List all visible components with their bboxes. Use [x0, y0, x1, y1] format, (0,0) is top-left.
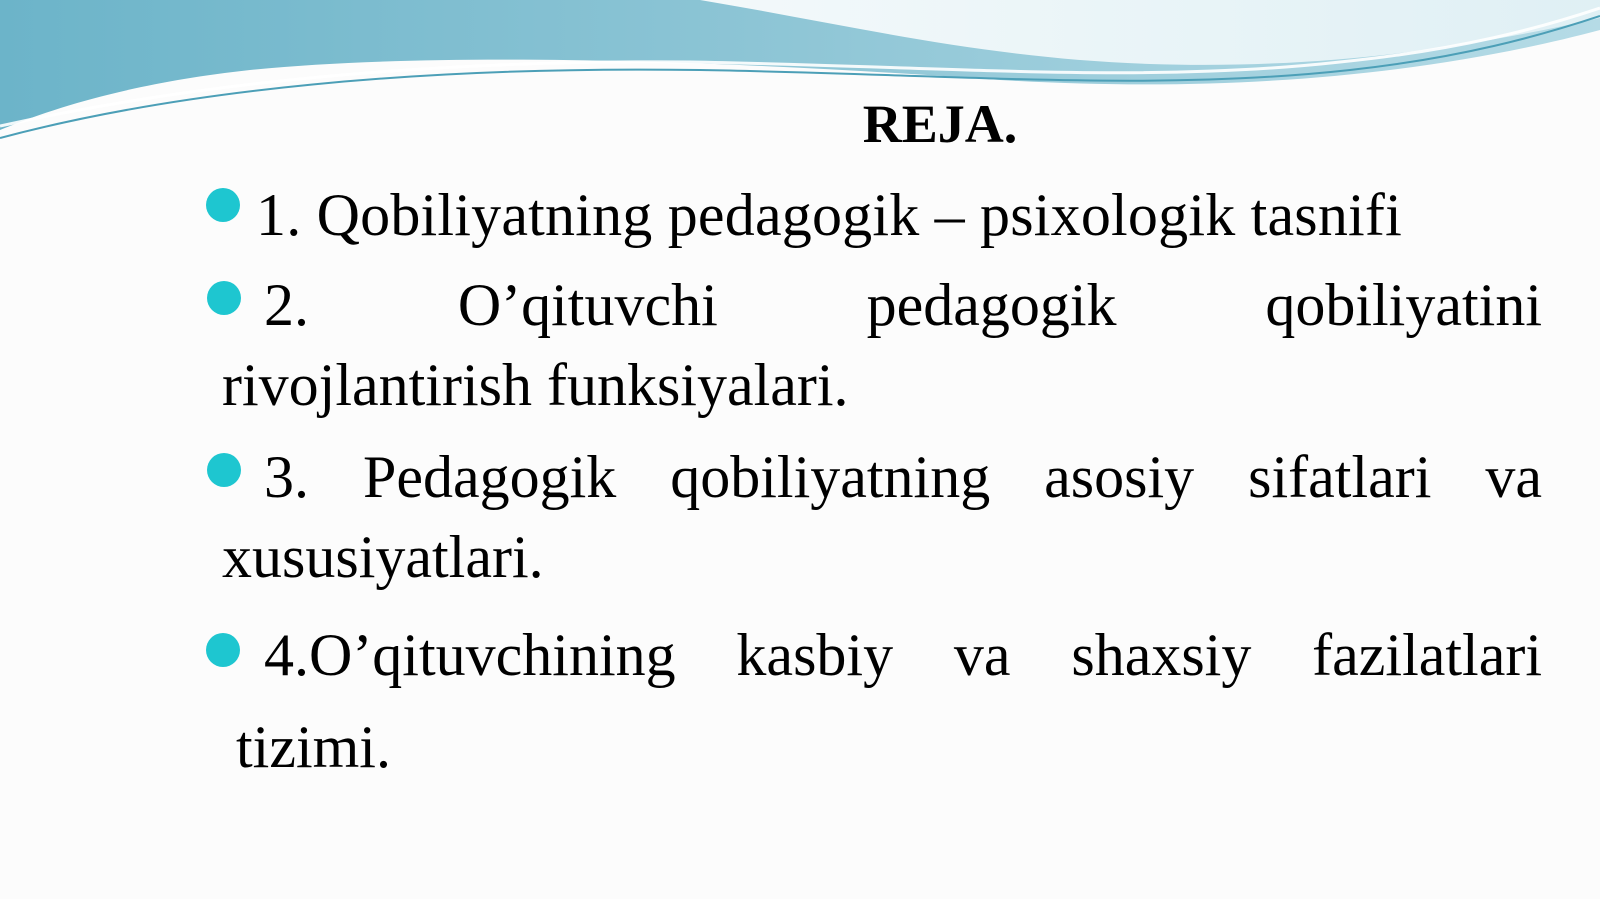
list-item	[222, 265, 1542, 425]
list-item-text-line1: 2. O’qituvchi pedagogik qobiliyatini	[264, 272, 1542, 338]
slide-title: REJA.	[862, 94, 1018, 154]
bullet-dot-icon	[206, 633, 240, 667]
list-item	[222, 615, 1542, 787]
title-area	[0, 0, 1600, 160]
list-item-text-line2: rivojlantirish funksiyalari.	[222, 352, 849, 418]
list-item	[222, 437, 1542, 597]
list-item-text-line1: 4.O’qituvchining kasbiy va shaxsiy fazilatlari	[264, 622, 1542, 688]
bullet-dot-icon	[207, 453, 241, 487]
list-item-text-line2: xususiyatlari.	[222, 524, 544, 590]
list-item-text-line2: tizimi.	[236, 714, 391, 780]
bullet-dot-icon	[207, 281, 241, 315]
list-item	[222, 175, 1542, 255]
list-item-text-line1: 3. Pedagogik qobiliyatning asosiy sifatlari va	[264, 444, 1542, 510]
list-item-text: 1. Qobiliyatning pedagogik – psixologik tasnifi	[256, 182, 1402, 248]
bullet-dot-icon	[206, 188, 240, 222]
